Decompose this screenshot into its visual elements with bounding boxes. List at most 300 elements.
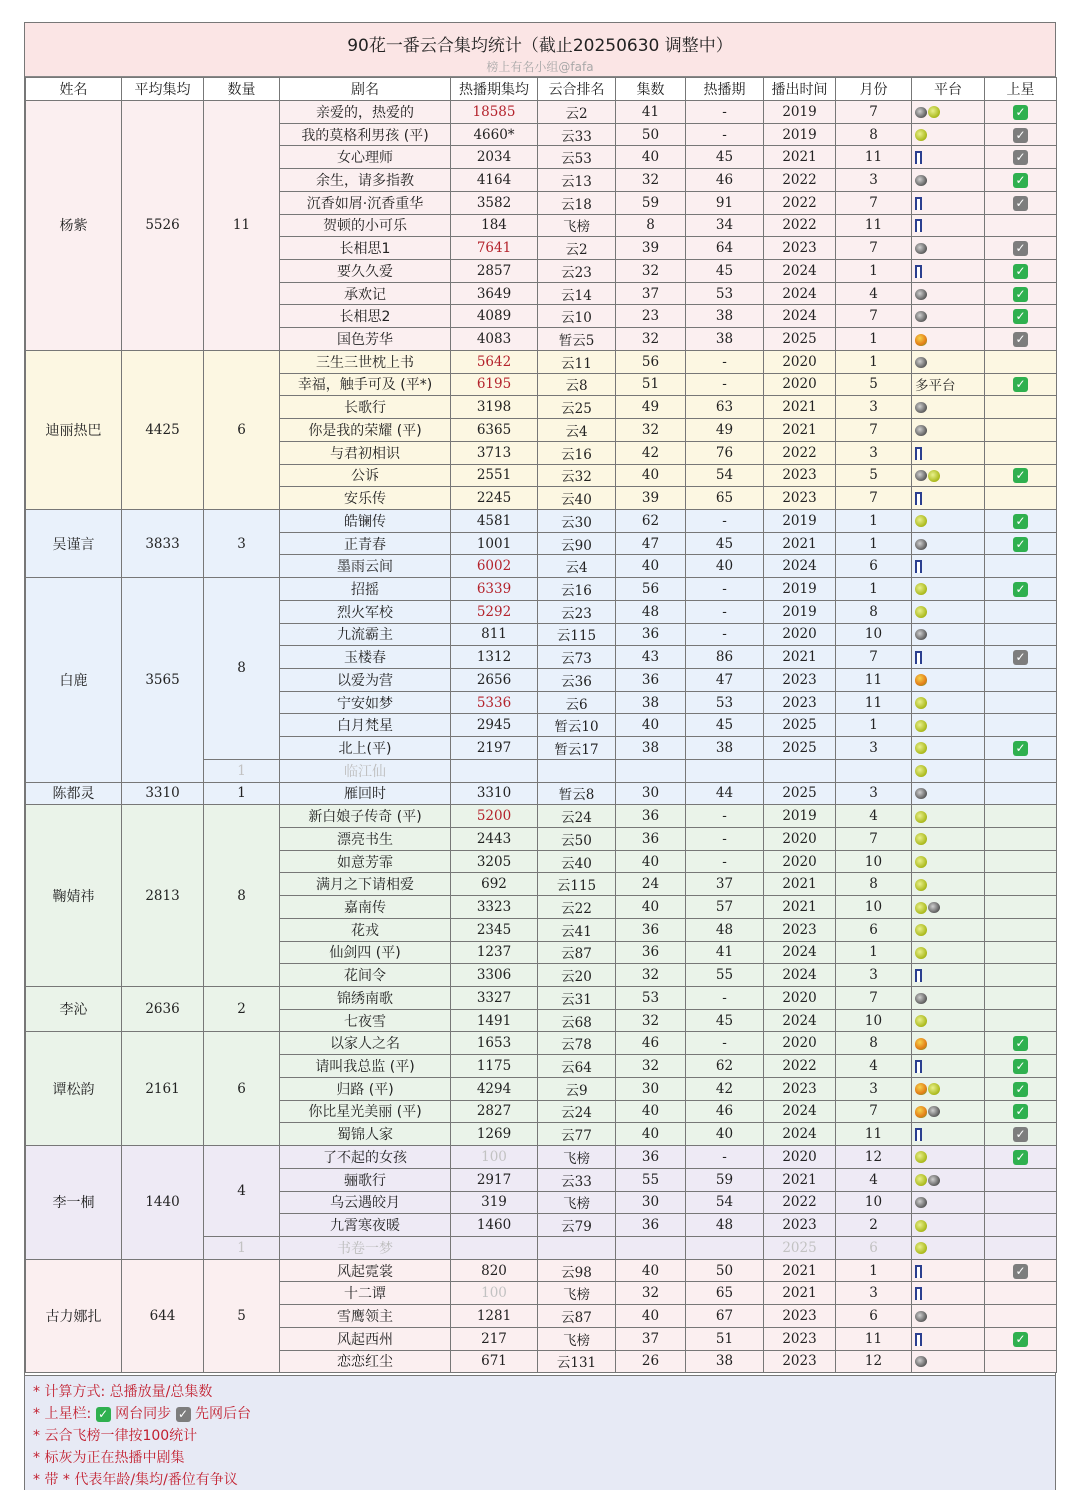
air-year: 2025 [764,737,836,760]
platform-green-icon [915,697,927,709]
platform-cell [912,419,985,442]
table-body [26,101,1057,1373]
episodes: 32 [616,964,686,987]
yunhe-rank: 云13 [538,169,616,192]
air-month: 10 [836,1009,912,1032]
col-header: 姓名 [26,78,122,101]
col-header: 热播期集均 [451,78,538,101]
platform-cell [912,1305,985,1328]
hot-avg: 4164 [451,169,538,192]
hot-avg: 1653 [451,1032,538,1055]
episodes: 36 [616,668,686,691]
air-month: 6 [836,1305,912,1328]
hot-period: 57 [686,896,764,919]
air-month: 3 [836,1282,912,1305]
episodes: 40 [616,1100,686,1123]
air-year: 2024 [764,1100,836,1123]
air-year: 2024 [764,305,836,328]
air-month: 10 [836,623,912,646]
air-month: 11 [836,146,912,169]
platform-green-icon [915,606,927,618]
episodes: 36 [616,828,686,851]
stats-table [25,77,1057,1373]
platform-green-icon [915,924,927,936]
hot-avg [451,759,538,782]
check-green-icon: ✓ [1013,537,1028,552]
satellite-cell [985,237,1057,260]
platform-mango-icon [915,1106,927,1118]
hot-period: 42 [686,1077,764,1100]
drama-title: 你比星光美丽 (平) [280,1100,451,1123]
drama-title: 你是我的荣耀 (平) [280,419,451,442]
platform-cell [912,146,985,169]
hot-period: 53 [686,691,764,714]
air-month: 7 [836,237,912,260]
satellite-cell [985,828,1057,851]
drama-title: 请叫我总监 (平) [280,1055,451,1078]
episodes: 49 [616,396,686,419]
drama-title: 白月梵星 [280,714,451,737]
episodes: 59 [616,191,686,214]
yunhe-rank: 云40 [538,850,616,873]
hot-period: - [686,1146,764,1169]
air-year: 2020 [764,373,836,396]
hot-period: 65 [686,1282,764,1305]
platform-cell [912,737,985,760]
satellite-cell [985,623,1057,646]
episodes: 55 [616,1168,686,1191]
notes-panel [25,1375,1055,1490]
yunhe-rank: 云79 [538,1214,616,1237]
episodes [616,759,686,782]
platform-cell [912,1055,985,1078]
hot-period: 67 [686,1305,764,1328]
hot-period: 45 [686,1009,764,1032]
col-header: 平均集均 [122,78,204,101]
check-grey-icon: ✓ [1013,196,1028,211]
satellite-cell [985,918,1057,941]
air-month: 1 [836,578,912,601]
drama-title: 风起西州 [280,1327,451,1350]
platform-green-icon [928,1083,940,1095]
drama-title: 十二谭 [280,1282,451,1305]
drama-title: 公诉 [280,464,451,487]
platform-cell [912,282,985,305]
platform-green-icon [915,1220,927,1232]
platform-green-icon [915,515,927,527]
air-month: 7 [836,191,912,214]
hot-avg: 2245 [451,487,538,510]
hot-avg: 6195 [451,373,538,396]
hot-avg: 2551 [451,464,538,487]
yunhe-rank: 云33 [538,123,616,146]
platform-cell [912,1350,985,1373]
header-row [26,78,1057,101]
air-year: 2021 [764,419,836,442]
yunhe-rank: 云8 [538,373,616,396]
hot-period: - [686,987,764,1010]
satellite-cell [985,441,1057,464]
yunhe-rank: 云98 [538,1259,616,1282]
hot-avg: 3205 [451,850,538,873]
hot-avg: 5336 [451,691,538,714]
yunhe-rank: 云20 [538,964,616,987]
count-value: 3 [204,509,280,577]
yunhe-rank: 云2 [538,101,616,124]
platform-cell [912,1327,985,1350]
drama-title: 皓镧传 [280,509,451,532]
platform-cell [912,532,985,555]
air-month: 3 [836,1077,912,1100]
platform-cell [912,1009,985,1032]
count-value: 8 [204,805,280,987]
air-year: 2020 [764,350,836,373]
hot-period: 51 [686,1327,764,1350]
platform-green-icon [915,947,927,959]
drama-title: 七夜雪 [280,1009,451,1032]
hot-avg: 811 [451,623,538,646]
platform-dark-icon [915,289,927,300]
yunhe-rank: 云68 [538,1009,616,1032]
drama-title: 正青春 [280,532,451,555]
hot-avg: 2034 [451,146,538,169]
hot-avg: 100 [451,1282,538,1305]
count-value: 2 [204,987,280,1032]
platform-cell [912,759,985,782]
hot-period: 48 [686,918,764,941]
satellite-cell [985,714,1057,737]
platform-cell [912,828,985,851]
platform-cell [912,441,985,464]
check-grey-icon: ✓ [1013,241,1028,256]
air-month: 7 [836,305,912,328]
hot-avg: 4660* [451,123,538,146]
hot-period: 53 [686,282,764,305]
platform-green-icon [915,583,927,595]
count-value: 5 [204,1259,280,1373]
air-year: 2024 [764,1009,836,1032]
yunhe-rank: 云50 [538,828,616,851]
air-year: 2021 [764,896,836,919]
hot-period: 55 [686,964,764,987]
platform-dark-icon [915,539,927,550]
hot-period: 76 [686,441,764,464]
drama-title: 幸福，触手可及 (平*) [280,373,451,396]
platform-cell [912,169,985,192]
satellite-cell [985,759,1057,782]
hot-avg: 18585 [451,101,538,124]
episodes: 47 [616,532,686,555]
platform-cell [912,555,985,578]
yunhe-rank: 云31 [538,987,616,1010]
air-month: 6 [836,1236,912,1259]
check-green-icon: ✓ [1013,1036,1028,1051]
air-month: 7 [836,487,912,510]
air-year: 2024 [764,964,836,987]
hot-avg: 1269 [451,1123,538,1146]
check-grey-icon: ✓ [1013,128,1028,143]
platform-cell [912,668,985,691]
actress-name: 李沁 [26,987,122,1032]
air-year: 2022 [764,214,836,237]
drama-title: 与君初相识 [280,441,451,464]
platform-dark-icon [915,243,927,254]
platform-cell [912,782,985,805]
satellite-cell [985,373,1057,396]
table-row [26,1032,1057,1055]
hot-period [686,1236,764,1259]
platform-green-icon [915,856,927,868]
episodes: 40 [616,555,686,578]
hot-avg: 1001 [451,532,538,555]
episodes: 53 [616,987,686,1010]
drama-title: 女心理师 [280,146,451,169]
col-header: 月份 [836,78,912,101]
hot-period: 49 [686,419,764,442]
actress-name: 古力娜扎 [26,1259,122,1373]
avg-value: 3310 [122,782,204,805]
drama-title: 临江仙 [280,759,451,782]
platform-dark-icon [915,175,927,186]
table-row [26,987,1057,1010]
yunhe-rank: 云87 [538,941,616,964]
platform-cell [912,1146,985,1169]
platform-dark-icon [928,902,940,913]
drama-title: 三生三世枕上书 [280,350,451,373]
episodes: 30 [616,782,686,805]
air-month: 1 [836,532,912,555]
air-month: 3 [836,737,912,760]
yunhe-rank: 云22 [538,896,616,919]
hot-period: 45 [686,146,764,169]
satellite-cell [985,646,1057,669]
yunhe-rank: 云73 [538,646,616,669]
yunhe-rank: 云32 [538,464,616,487]
col-header: 平台 [912,78,985,101]
air-month: 11 [836,214,912,237]
hot-avg: 4581 [451,509,538,532]
hot-avg: 2197 [451,737,538,760]
air-year: 2019 [764,600,836,623]
platform-green-icon [928,470,940,482]
yunhe-rank: 飞榜 [538,1282,616,1305]
hot-avg: 217 [451,1327,538,1350]
episodes: 32 [616,328,686,351]
platform-cell [912,509,985,532]
air-year: 2019 [764,509,836,532]
hot-period: - [686,373,764,396]
check-grey-icon: ✓ [1013,150,1028,165]
satellite-cell [985,668,1057,691]
air-month: 7 [836,987,912,1010]
air-year: 2024 [764,555,836,578]
col-header: 数量 [204,78,280,101]
platform-cell [912,578,985,601]
air-year: 2021 [764,646,836,669]
episodes: 40 [616,146,686,169]
air-month: 4 [836,1168,912,1191]
col-header: 云合排名 [538,78,616,101]
platform-cell [912,1214,985,1237]
platform-text: 多平台 [915,378,956,395]
air-year: 2023 [764,691,836,714]
check-green-icon: ✓ [96,1407,111,1422]
avg-value: 644 [122,1259,204,1373]
hot-period: - [686,805,764,828]
air-year: 2024 [764,1123,836,1146]
check-green-icon: ✓ [1013,1059,1028,1074]
episodes: 23 [616,305,686,328]
hot-avg: 4083 [451,328,538,351]
air-year: 2021 [764,1259,836,1282]
air-year: 2021 [764,146,836,169]
count-value: 4 [204,1146,280,1237]
drama-title: 我的莫格利男孩 (平) [280,123,451,146]
yunhe-rank: 云25 [538,396,616,419]
hot-period: 47 [686,668,764,691]
drama-title: 承欢记 [280,282,451,305]
check-green-icon: ✓ [1013,1332,1028,1347]
actress-name: 陈都灵 [26,782,122,805]
hot-avg: 184 [451,214,538,237]
drama-title: 书卷一梦 [280,1236,451,1259]
satellite-cell [985,282,1057,305]
check-green-icon: ✓ [1013,468,1028,483]
air-year: 2023 [764,1214,836,1237]
platform-cell [912,987,985,1010]
satellite-cell [985,169,1057,192]
actress-name: 李一桐 [26,1146,122,1260]
air-month: 4 [836,805,912,828]
yunhe-rank: 云78 [538,1032,616,1055]
platform-green-icon [915,129,927,141]
platform-cell [912,191,985,214]
hot-avg: 3713 [451,441,538,464]
air-month: 3 [836,782,912,805]
air-month: 1 [836,328,912,351]
yunhe-rank: 云18 [538,191,616,214]
air-month: 11 [836,691,912,714]
platform-blue-icon [915,1265,922,1278]
episodes: 32 [616,1282,686,1305]
air-year: 2020 [764,1146,836,1169]
platform-mango-icon [915,674,927,686]
platform-blue-icon [915,560,922,573]
extra-count: 1 [204,759,280,782]
platform-blue-icon [915,151,922,164]
yunhe-rank: 暂云10 [538,714,616,737]
episodes: 40 [616,850,686,873]
yunhe-rank: 暂云5 [538,328,616,351]
hot-period: 38 [686,328,764,351]
satellite-cell [985,805,1057,828]
hot-period: 64 [686,237,764,260]
satellite-cell [985,1146,1057,1169]
table-row [26,782,1057,805]
hot-avg: 2345 [451,918,538,941]
yunhe-rank [538,1236,616,1259]
air-month: 1 [836,941,912,964]
satellite-cell [985,941,1057,964]
check-green-icon: ✓ [1013,309,1028,324]
air-year [764,759,836,782]
platform-green-icon [915,765,927,777]
hot-avg: 6365 [451,419,538,442]
note-calc: * 计算方式: 总播放量/总集数 [33,1384,213,1400]
count-value: 11 [204,101,280,351]
platform-green-icon [915,1242,927,1254]
episodes: 37 [616,1327,686,1350]
satellite-cell [985,850,1057,873]
platform-cell [912,1282,985,1305]
hot-period: 40 [686,555,764,578]
col-header: 热播期 [686,78,764,101]
air-month: 3 [836,441,912,464]
platform-cell [912,691,985,714]
platform-cell [912,350,985,373]
drama-title: 新白娘子传奇 (平) [280,805,451,828]
episodes: 40 [616,1123,686,1146]
yunhe-rank: 云77 [538,1123,616,1146]
episodes: 56 [616,350,686,373]
episodes: 24 [616,873,686,896]
air-year: 2020 [764,623,836,646]
satellite-cell [985,1305,1057,1328]
hot-period: 65 [686,487,764,510]
hot-avg: 4294 [451,1077,538,1100]
platform-blue-icon [915,651,922,664]
check-grey-icon: ✓ [1013,1264,1028,1279]
satellite-cell [985,260,1057,283]
extra-count: 1 [204,1236,280,1259]
episodes: 36 [616,805,686,828]
satellite-cell [985,305,1057,328]
air-month: 1 [836,350,912,373]
yunhe-rank: 云10 [538,305,616,328]
episodes: 32 [616,419,686,442]
air-month: 10 [836,850,912,873]
hot-period: 62 [686,1055,764,1078]
hot-avg: 6339 [451,578,538,601]
avg-value: 2161 [122,1032,204,1146]
platform-dark-icon [915,788,927,799]
drama-title: 安乐传 [280,487,451,510]
episodes: 41 [616,101,686,124]
hot-avg: 1312 [451,646,538,669]
satellite-cell [985,964,1057,987]
satellite-cell [985,1168,1057,1191]
platform-cell [912,373,985,396]
satellite-cell [985,782,1057,805]
drama-title: 亲爱的，热爱的 [280,101,451,124]
satellite-cell [985,578,1057,601]
yunhe-rank: 飞榜 [538,1146,616,1169]
actress-name: 谭松韵 [26,1032,122,1146]
yunhe-rank: 云16 [538,578,616,601]
satellite-cell [985,1236,1057,1259]
platform-blue-icon [915,1128,922,1141]
satellite-cell [985,1350,1057,1373]
drama-title: 宁安如梦 [280,691,451,714]
hot-period: 45 [686,714,764,737]
platform-cell [912,214,985,237]
yunhe-rank [538,759,616,782]
episodes: 36 [616,918,686,941]
drama-title: 沉香如屑·沉香重华 [280,191,451,214]
yunhe-rank: 云2 [538,237,616,260]
satellite-cell [985,532,1057,555]
hot-avg: 820 [451,1259,538,1282]
